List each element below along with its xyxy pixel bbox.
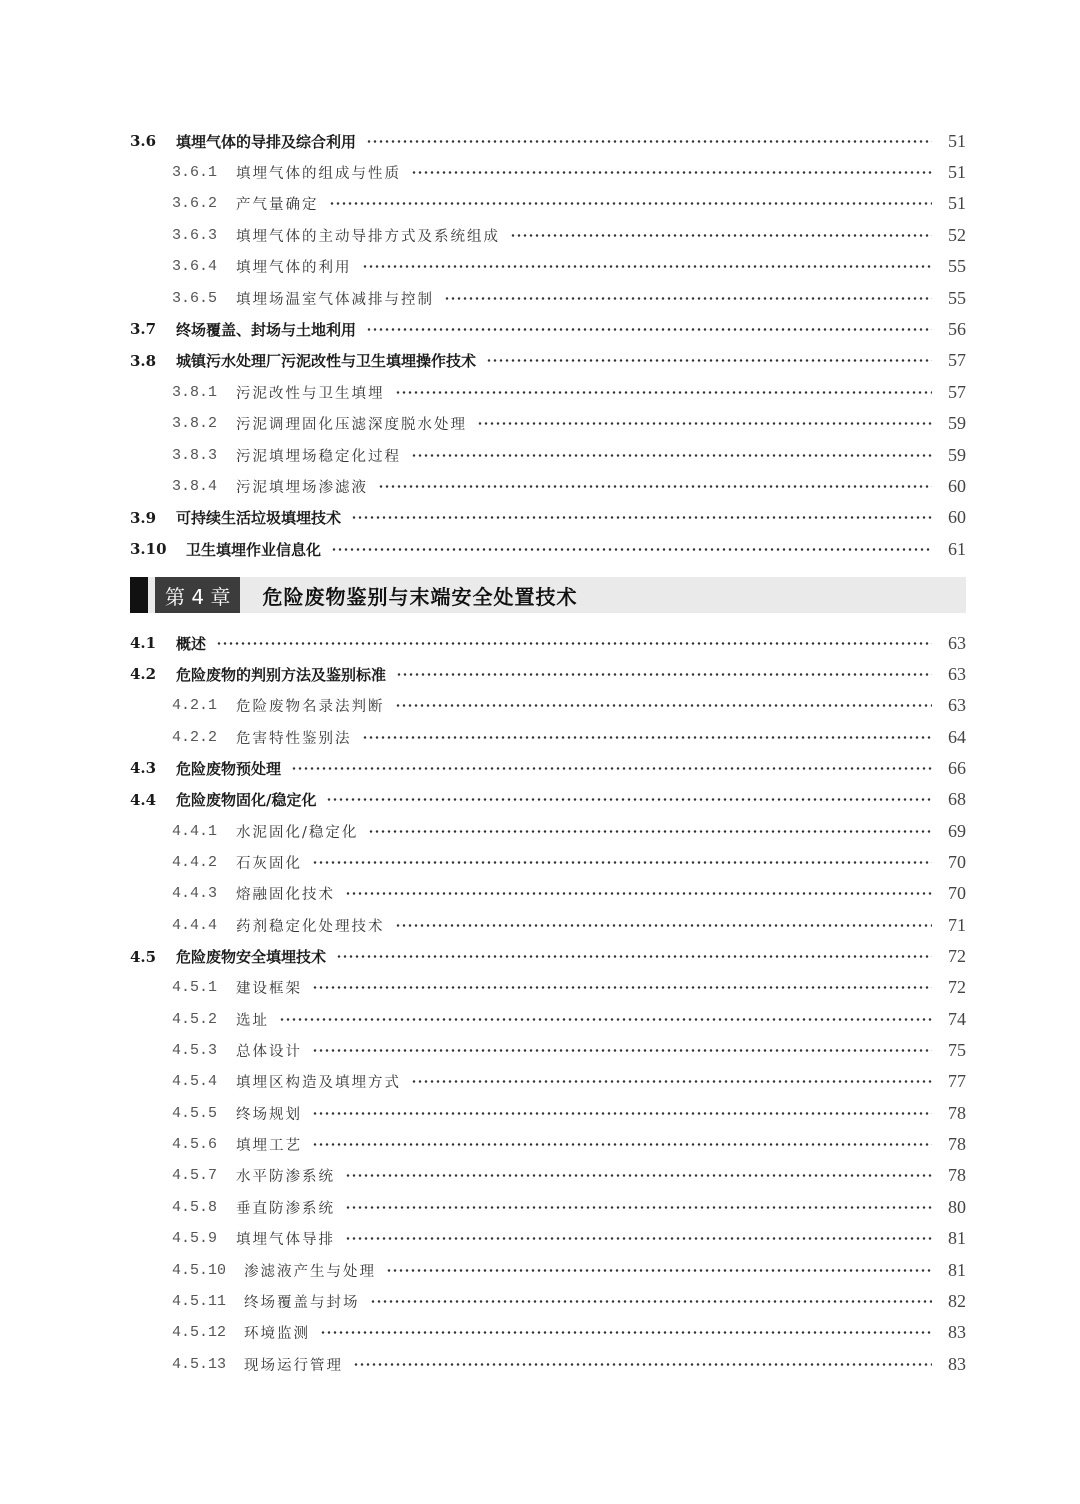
dot-leader [329, 202, 933, 205]
dot-leader [320, 1331, 932, 1334]
toc-entry-title: 危险废物预处理 [176, 759, 282, 778]
toc-entry[interactable] [130, 817, 966, 845]
dot-leader [378, 485, 932, 488]
toc-entry-title: 填埋场温室气体减排与控制 [236, 291, 434, 308]
toc-entry[interactable] [130, 1162, 966, 1190]
dot-leader [444, 297, 932, 300]
toc-entry[interactable] [130, 754, 966, 782]
toc-entry-page: 51 [948, 130, 966, 151]
toc-entry-title: 垂直防渗系统 [236, 1200, 335, 1217]
dot-leader [331, 548, 932, 551]
toc-entry-page: 75 [948, 1040, 966, 1061]
toc-entry-title: 污泥调理固化压滤深度脱水处理 [236, 417, 467, 434]
toc-entry-number: 3.8 [130, 351, 157, 370]
toc-entry-title: 污泥改性与卫生填埋 [236, 385, 385, 402]
toc-entry-number: 4.5.12 [172, 1324, 227, 1342]
dot-leader [345, 892, 932, 895]
toc-entry-number: 4.2.1 [172, 697, 218, 715]
toc-entry-number: 4.5.3 [172, 1042, 218, 1060]
dot-leader [510, 234, 932, 237]
toc-entry[interactable] [130, 974, 966, 1002]
toc-entry[interactable] [130, 1131, 966, 1159]
dot-leader [366, 328, 932, 331]
dot-leader [312, 986, 932, 989]
toc-entry-title: 污泥填埋场稳定化过程 [236, 448, 401, 465]
toc-entry-title: 城镇污水处理厂污泥改性与卫生填埋操作技术 [176, 352, 477, 371]
toc-entry-number: 4.5 [130, 947, 157, 966]
toc-entry-number: 4.5.7 [172, 1167, 218, 1185]
dot-leader [395, 924, 933, 927]
toc-entry-title: 污泥填埋场渗滤液 [236, 479, 368, 496]
toc-entry-page: 81 [948, 1259, 966, 1280]
toc-entry-number: 4.5.13 [172, 1355, 227, 1373]
toc-entry-page: 57 [948, 350, 966, 371]
toc-entry-number: 3.7 [130, 320, 157, 339]
toc-entry[interactable] [130, 692, 966, 720]
toc-entry-page: 66 [948, 757, 966, 778]
toc-entry[interactable] [130, 1005, 966, 1033]
toc-entry-number: 4.5.6 [172, 1136, 218, 1154]
dot-leader [291, 767, 932, 770]
dot-leader [486, 359, 932, 362]
toc-entry-page: 51 [948, 161, 966, 182]
toc-entry-title: 选址 [236, 1012, 269, 1029]
toc-entry-title: 概述 [176, 634, 207, 653]
toc-entry-title: 危险废物安全填埋技术 [176, 948, 327, 966]
toc-entry[interactable] [130, 629, 966, 657]
toc-entry[interactable] [130, 1037, 966, 1065]
dot-leader [326, 798, 932, 801]
toc-entry[interactable] [130, 1193, 966, 1221]
toc-entry[interactable] [130, 347, 966, 375]
toc-entry[interactable] [130, 1319, 966, 1347]
toc-entry-number: 3.8.3 [172, 446, 218, 464]
toc-entry-page: 60 [948, 475, 966, 496]
toc-entry-number: 3.9 [130, 508, 157, 527]
dot-leader [362, 265, 933, 268]
toc-entry[interactable] [130, 911, 966, 939]
toc-entry-number: 4.2 [130, 665, 157, 684]
toc-entry-number: 4.4.2 [172, 853, 218, 871]
dot-leader [395, 704, 933, 707]
toc-entry-page: 61 [948, 538, 966, 559]
toc-entry-page: 60 [948, 507, 966, 528]
toc-entry-title: 填埋气体的主动导排方式及系统组成 [236, 228, 500, 245]
toc-entry-page: 83 [948, 1353, 966, 1374]
dot-leader [216, 642, 932, 645]
toc-entry-page: 72 [948, 977, 966, 998]
toc-entry-title: 水平防渗系统 [236, 1169, 335, 1186]
toc-entry-title: 填埋工艺 [236, 1138, 302, 1155]
toc-entry-title: 填埋气体的导排及综合利用 [176, 132, 357, 151]
toc-entry-title: 环境监测 [244, 1326, 310, 1343]
toc-entry[interactable] [130, 472, 966, 500]
chapter-label: 第 4 章 [155, 577, 240, 613]
dot-leader [353, 1363, 932, 1366]
toc-entry-number: 4.3 [130, 759, 157, 778]
toc-entry-number: 4.5.5 [172, 1104, 218, 1122]
toc-entry-number: 3.8.2 [172, 415, 218, 433]
toc-entry[interactable] [130, 504, 966, 532]
toc-entry-page: 55 [948, 256, 966, 277]
toc-entry-title: 水泥固化/稳定化 [236, 824, 359, 841]
toc-entry-number: 4.2.2 [172, 728, 218, 746]
toc-entry-title: 填埋区构造及填埋方式 [236, 1075, 401, 1092]
toc-entry[interactable] [130, 848, 966, 876]
toc-entry-title: 产气量确定 [236, 197, 319, 214]
toc-entry-number: 3.6 [130, 132, 157, 150]
toc-entry-number: 4.5.11 [172, 1292, 227, 1310]
toc-entry-title: 危险废物固化/稳定化 [176, 791, 317, 810]
chapter-4-header [130, 577, 966, 613]
toc-entry-title: 石灰固化 [236, 855, 302, 872]
toc-entry-number: 3.6.5 [172, 289, 218, 307]
dot-leader [386, 1269, 932, 1272]
dot-leader [362, 736, 933, 739]
dot-leader [345, 1237, 932, 1240]
chapter-title: 危险废物鉴别与末端安全处置技术 [262, 584, 578, 609]
toc-entry-page: 70 [948, 851, 966, 872]
toc-entry[interactable] [130, 378, 966, 406]
toc-entry[interactable] [130, 723, 966, 751]
toc-entry-title: 渗滤液产生与处理 [244, 1263, 376, 1280]
toc-entry[interactable] [130, 221, 966, 249]
toc-entry-page: 63 [948, 663, 966, 684]
toc-entry-page: 52 [948, 224, 966, 245]
toc-entry[interactable] [130, 253, 966, 281]
dot-leader [351, 516, 932, 519]
toc-entry-page: 69 [948, 820, 966, 841]
toc-entry-number: 3.6.4 [172, 258, 218, 276]
toc-entry[interactable] [130, 1350, 966, 1378]
toc-entry-title: 填埋气体的组成与性质 [236, 165, 401, 182]
chapter-bar [130, 577, 148, 613]
dot-leader [312, 1143, 932, 1146]
toc-entry-title: 卫生填埋作业信息化 [186, 540, 322, 559]
toc-entry-number: 3.6.1 [172, 163, 218, 181]
toc-entry-page: 78 [948, 1134, 966, 1155]
toc-entry[interactable] [130, 158, 966, 186]
toc-entry-page: 80 [948, 1196, 966, 1217]
toc-entry-title: 终场覆盖、封场与土地利用 [176, 320, 357, 339]
dot-leader [477, 422, 932, 425]
toc-entry-page: 56 [948, 318, 966, 339]
toc-entry-page: 78 [948, 1165, 966, 1186]
toc-entry-page: 78 [948, 1102, 966, 1123]
toc-entry-page: 59 [948, 413, 966, 434]
toc-entry-page: 51 [948, 193, 966, 214]
toc-entry-number: 4.5.8 [172, 1198, 218, 1216]
toc-entry-number: 4.4.1 [172, 822, 218, 840]
toc-entry-page: 82 [948, 1290, 966, 1311]
dot-leader [370, 1300, 933, 1303]
toc-entry-title: 终场覆盖与封场 [244, 1294, 360, 1311]
toc-entry-page: 63 [948, 632, 966, 653]
dot-leader [345, 1174, 932, 1177]
dot-leader [411, 171, 932, 174]
toc-entry-number: 4.5.9 [172, 1230, 218, 1248]
toc-entry-number: 4.5.4 [172, 1073, 218, 1091]
dot-leader [396, 673, 932, 676]
toc-entry-page: 71 [948, 914, 966, 935]
toc-entry-number: 4.1 [130, 634, 157, 652]
toc-entry[interactable] [130, 410, 966, 438]
toc-entry-number: 4.5.10 [172, 1261, 227, 1279]
toc-entry-page: 57 [948, 381, 966, 402]
toc-entry-title: 可持续生活垃圾填埋技术 [176, 509, 342, 528]
toc-entry-number: 4.5.2 [172, 1010, 218, 1028]
toc-entry-title: 危险废物名录法判断 [236, 699, 385, 716]
toc-entry-page: 55 [948, 287, 966, 308]
dot-leader [279, 1018, 932, 1021]
toc-entry[interactable] [130, 1287, 966, 1315]
toc-entry-page: 81 [948, 1228, 966, 1249]
toc-entry[interactable] [130, 1099, 966, 1127]
toc-entry[interactable] [130, 284, 966, 312]
toc-entry[interactable] [130, 1068, 966, 1096]
dot-leader [312, 861, 932, 864]
toc-entry[interactable] [130, 315, 966, 343]
toc-entry-number: 4.4.4 [172, 916, 218, 934]
toc-entry[interactable] [130, 786, 966, 814]
toc-entry[interactable] [130, 1225, 966, 1253]
toc-entry-number: 4.4 [130, 790, 157, 809]
toc-entry-number: 4.5.1 [172, 979, 218, 997]
toc-entry-number: 3.8.4 [172, 477, 218, 495]
dot-leader [312, 1112, 932, 1115]
toc-entry[interactable] [130, 441, 966, 469]
dot-leader [395, 391, 933, 394]
toc-entry[interactable] [130, 1256, 966, 1284]
toc-entry[interactable] [130, 190, 966, 218]
dot-leader [312, 1049, 932, 1052]
toc-entry-number: 3.6.3 [172, 226, 218, 244]
dot-leader [411, 1080, 932, 1083]
toc-entry-number: 3.8.1 [172, 383, 218, 401]
dot-leader [411, 454, 932, 457]
toc-entry[interactable] [130, 535, 966, 563]
toc-entry[interactable] [130, 880, 966, 908]
toc-entry-title: 危险废物的判别方法及鉴别标准 [176, 665, 387, 684]
toc-entry-title: 建设框架 [236, 981, 302, 998]
toc-entry-page: 83 [948, 1322, 966, 1343]
dot-leader [345, 1206, 932, 1209]
toc-entry[interactable] [130, 127, 966, 155]
toc-entry-title: 危害特性鉴别法 [236, 730, 352, 747]
toc-entry-title: 现场运行管理 [244, 1357, 343, 1374]
toc-entry-number: 3.6.2 [172, 195, 218, 213]
toc-entry-number: 3.10 [130, 540, 167, 559]
dot-leader [366, 140, 932, 143]
toc-entry-page: 77 [948, 1071, 966, 1092]
toc-entry-title: 终场规划 [236, 1106, 302, 1123]
toc-entry-title: 填埋气体导排 [236, 1232, 335, 1249]
toc-entry-title: 熔融固化技术 [236, 887, 335, 904]
toc-entry-title: 填埋气体的利用 [236, 260, 352, 277]
dot-leader [336, 955, 932, 958]
toc-entry-page: 72 [948, 946, 966, 966]
toc-entry[interactable] [130, 943, 966, 971]
toc-entry-page: 68 [948, 789, 966, 810]
toc-entry-page: 64 [948, 726, 966, 747]
toc-entry[interactable] [130, 660, 966, 688]
toc-entry-page: 63 [948, 695, 966, 716]
dot-leader [368, 830, 932, 833]
toc-entry-page: 59 [948, 444, 966, 465]
toc-entry-title: 总体设计 [236, 1044, 302, 1061]
toc-entry-title: 药剂稳定化处理技术 [236, 918, 385, 935]
toc-entry-page: 74 [948, 1008, 966, 1029]
toc-entry-number: 4.4.3 [172, 885, 218, 903]
toc-entry-page: 70 [948, 883, 966, 904]
